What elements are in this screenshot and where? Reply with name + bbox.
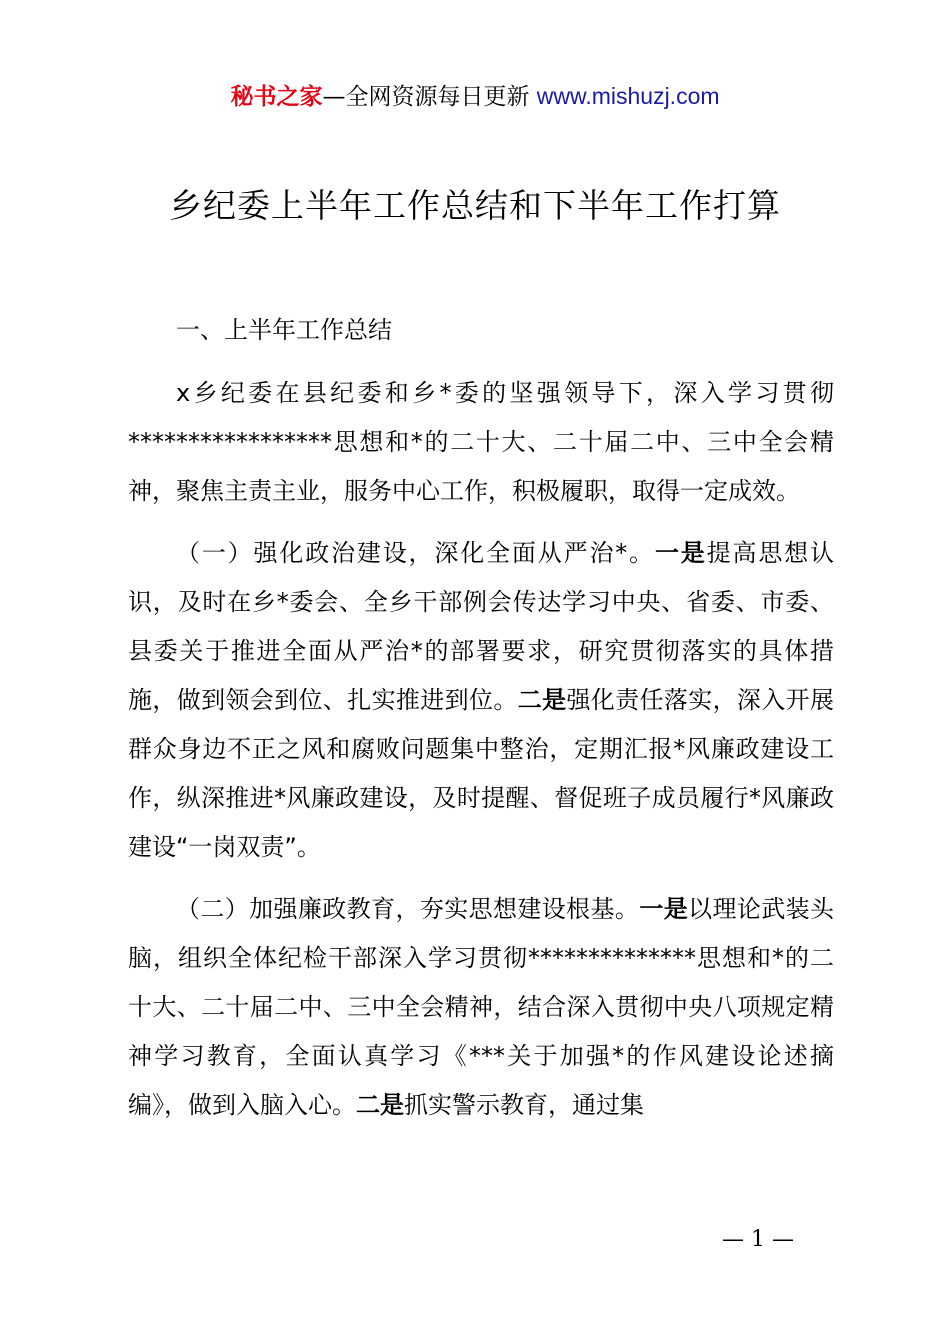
paragraph-1-text: x乡纪委在县纪委和乡*委的坚强领导下，深入学习贯彻*****************思想和*的二十大、二十届二中、三中全会精神，聚焦主责主业，服务中心工作，积极履职，取得一定成效。 <box>128 379 834 505</box>
paragraph-3-text-1: 以理论武装头脑，组织全体纪检干部深入学习贯彻**************思想和*的二十大、二十届二中、三中全会精神，结合深入贯彻中央八项规定精神学习教育，全面认真学习《***关于加强*的作风建设论述摘编》，做到入脑入心。 <box>128 895 835 1119</box>
page-number: — 1 — <box>722 1227 794 1252</box>
paragraph-3-marker-1: 一是 <box>639 895 689 923</box>
paragraph-2-marker-1: 一是 <box>654 539 707 567</box>
paragraph-3-lead: （二）加强廉政教育，夯实思想建设根基。 <box>176 895 640 923</box>
document-title: 乡纪委上半年工作总结和下半年工作打算 <box>169 186 781 225</box>
paragraph-2-text-2: 强化责任落实，深入开展群众身边不正之风和腐败问题集中整治，定期汇报*风廉政建设工作，纵深推进*风廉政建设，及时提醒、督促班子成员履行*风廉政建设“一岗双责”。 <box>128 686 835 861</box>
site-url-link[interactable]: www.mishuzj.com <box>536 83 720 109</box>
paragraph-2 <box>128 529 834 872</box>
paragraph-1 <box>128 369 834 516</box>
paragraph-3-text-2: 抓实警示教育，通过集 <box>404 1091 644 1119</box>
paragraph-2-text-1: 提高思想认识，及时在乡*委会、全乡干部例会传达学习中央、省委、市委、县委关于推进全面从严治*的部署要求，研究贯彻落实的具体措施，做到领会到位、扎实推进到位。 <box>128 539 835 714</box>
paragraph-2-marker-2: 二是 <box>517 686 567 714</box>
section-heading: 一、上半年工作总结 <box>176 316 392 344</box>
site-tagline: —全网资源每日更新 <box>322 84 537 110</box>
site-header <box>0 82 950 111</box>
paragraph-2-lead: （一）强化政治建设，深化全面从严治*。 <box>176 539 655 567</box>
site-brand: 秘书之家 <box>230 84 323 110</box>
paragraph-3 <box>128 885 834 1130</box>
paragraph-3-marker-2: 二是 <box>356 1091 404 1119</box>
